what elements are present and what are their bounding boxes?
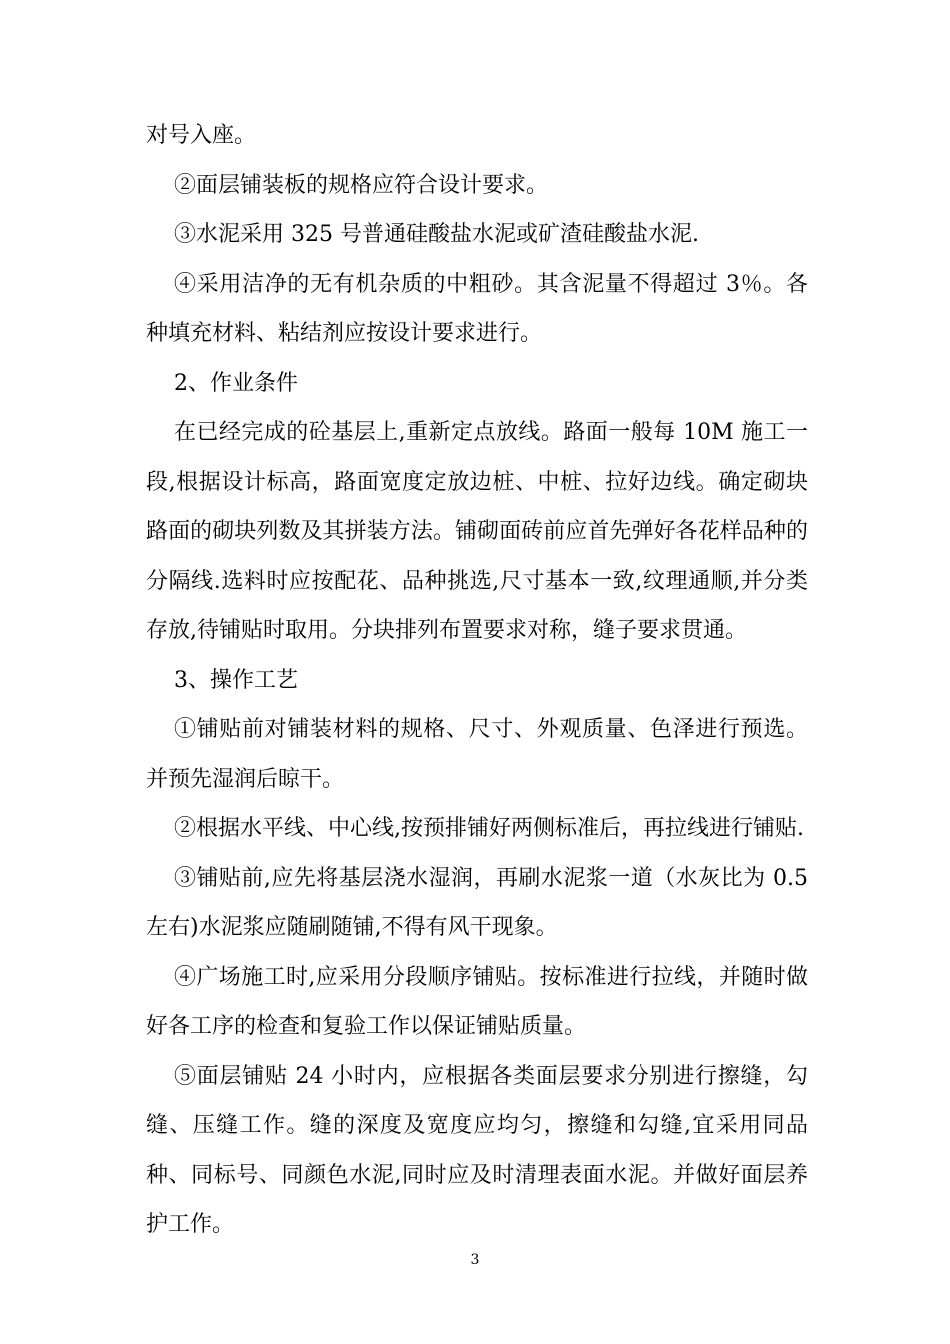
section-heading-work-conditions: 2、作业条件 — [174, 370, 298, 396]
body-text — [146, 111, 808, 1250]
paragraph-step-3: ③铺贴前,应先将基层浇水湿润，再刷水泥浆一道（水灰比为 0.5 左右)水泥浆应随刷随铺,不得有风干现象。 — [146, 865, 808, 940]
paragraph-continuation: 对号入座。 — [146, 123, 257, 148]
paragraph-work-conditions: 在已经完成的砼基层上,重新定点放线。路面一般每 10M 施工一段,根据设计标高，路面宽度定放边桩、中桩、拉好边线。确定砌块路面的砌块列数及其拼装方法。铺砌面砖前应首先弹好各花样品种的分隔线.选料时应按配花、品种挑选,尺寸基本一致,纹理通顺,并分类存放,待铺贴时取用。分块排列布置要求对称，缝子要求贯通。 — [146, 420, 808, 643]
paragraph-item-2: ②面层铺装板的规格应符合设计要求。 — [174, 172, 549, 198]
section-heading-operation-process: 3、操作工艺 — [174, 667, 298, 693]
paragraph-item-4: ④采用洁净的无有机杂质的中粗砂。其含泥量不得超过 3％。各种填充材料、粘结剂应按设计要求进行。 — [146, 271, 808, 346]
page-number: 3 — [470, 1252, 480, 1268]
paragraph-step-5: ⑤面层铺贴 24 小时内，应根据各类面层要求分别进行擦缝，勾缝、压缝工作。缝的深度及宽度应均匀，擦缝和勾缝,宜采用同品种、同标号、同颜色水泥,同时应及时清理表面水泥。并做好面层养护工作。 — [146, 1063, 808, 1237]
paragraph-item-3: ③水泥采用 325 号普通硅酸盐水泥或矿渣硅酸盐水泥. — [174, 222, 699, 247]
paragraph-step-4: ④广场施工时,应采用分段顺序铺贴。按标准进行拉线，并随时做好各工序的检查和复验工作以保证铺贴质量。 — [146, 964, 808, 1039]
paragraph-step-2: ②根据水平线、中心线,按预排铺好两侧标准后，再拉线进行铺贴. — [174, 816, 804, 841]
paragraph-step-1: ①铺贴前对铺装材料的规格、尺寸、外观质量、色泽进行预选。并预先湿润后晾干。 — [146, 717, 808, 792]
